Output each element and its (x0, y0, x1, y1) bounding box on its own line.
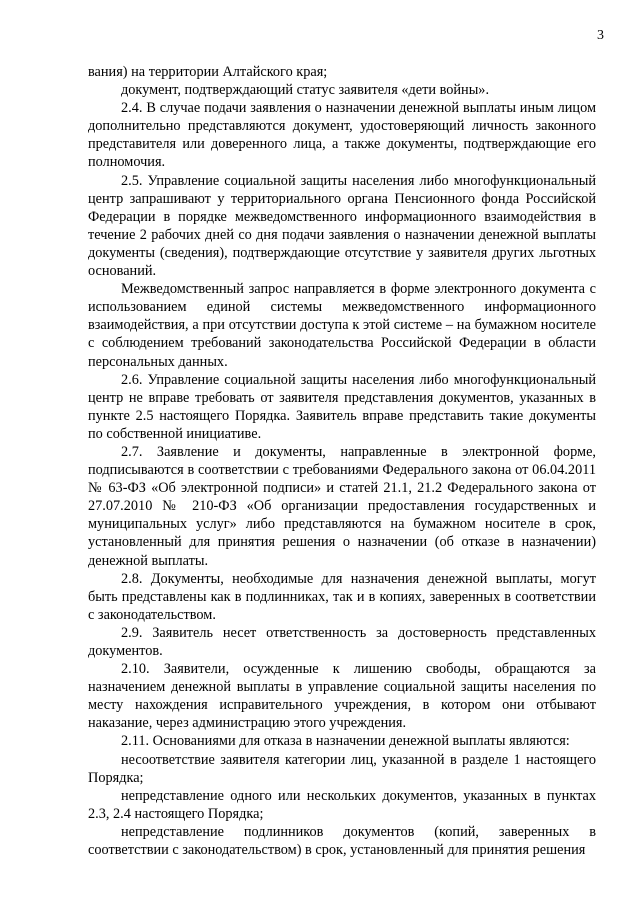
page-number: 3 (597, 28, 604, 43)
paragraph-children-of-war-document: документ, подтверждающий статус заявителя «дети войны». (121, 82, 490, 99)
paragraph-2-6: 2.6. Управление социальной защиты населения либо многофункциональный центр не вправе требовать от заявителя представления документов, указанных в пункте 2.5 настоящего Порядка. Заявитель вправе представить такие документы по собственной инициативе. (88, 371, 596, 442)
paragraph-2-9: 2.9. Заявитель несет ответственность за достоверность представленных документов. (88, 624, 596, 659)
refusal-ground-category: несоответствие заявителя категории лиц, указанной в разделе 1 настоящего Порядка; (88, 751, 596, 786)
document-body (88, 63, 596, 859)
paragraph-2-11: 2.11. Основаниями для отказа в назначении денежной выплаты являются: (121, 733, 570, 750)
paragraph-2-7: 2.7. Заявление и документы, направленные в электронной форме, подписываются в соответствии с требованиями Федерального закона от 06.04.2011 № 63-ФЗ «Об электронной подписи» и статей 21.1, 21.2 Федерального закона от 27.07.2010 № 210-ФЗ «Об организации предоставления государственных и муниципальных услуг» либо представляются на бумажном носителе в срок, установленный для принятия решения о назначении (об отказе в назначении) денежной выплаты. (88, 443, 596, 569)
paragraph-continuation: вания) на территории Алтайского края; (88, 64, 328, 80)
paragraph-2-10: 2.10. Заявители, осужденные к лишению свободы, обращаются за назначением денежной выплаты в управление социальной защиты населения по месту нахождения исправительного учреждения, в котором они отбывают наказание, через администрацию этого учреждения. (88, 661, 596, 732)
paragraph-2-8: 2.8. Документы, необходимые для назначения денежной выплаты, могут быть представлены как в подлинниках, так и в копиях, заверенных в соответствии с законодательством. (88, 570, 596, 623)
paragraph-2-5: 2.5. Управление социальной защиты населения либо многофункциональный центр запрашивают у территориального органа Пенсионного фонда Российской Федерации в порядке межведомственного информационного взаимодействия в течение 2 рабочих дней со дня подачи заявления о назначении денежной выплаты документы (сведения), подтверждающие отсутствие у заявителя других льготных оснований. (88, 172, 596, 280)
refusal-ground-missing-originals: непредставление подлинников документов (копий, заверенных в соответствии с законодательством) в срок, установленный для принятия решения (88, 823, 596, 859)
paragraph-interagency-request: Межведомственный запрос направляется в форме электронного документа с использованием единой системы межведомственного информационного взаимодействия, а при отсутствии доступа к этой системе – на бумажном носителе с соблюдением требований законодательства Российской Федерации в области персональных данных. (88, 281, 596, 370)
refusal-ground-missing-documents: непредставление одного или нескольких документов, указанных в пунктах 2.3, 2.4 настоящего Порядка; (88, 787, 596, 822)
paragraph-2-4: 2.4. В случае подачи заявления о назначении денежной выплаты иным лицом дополнительно представляются документ, удостоверяющий личность законного представителя или доверенного лица, а также документы, подтверждающие его полномочия. (88, 100, 596, 171)
